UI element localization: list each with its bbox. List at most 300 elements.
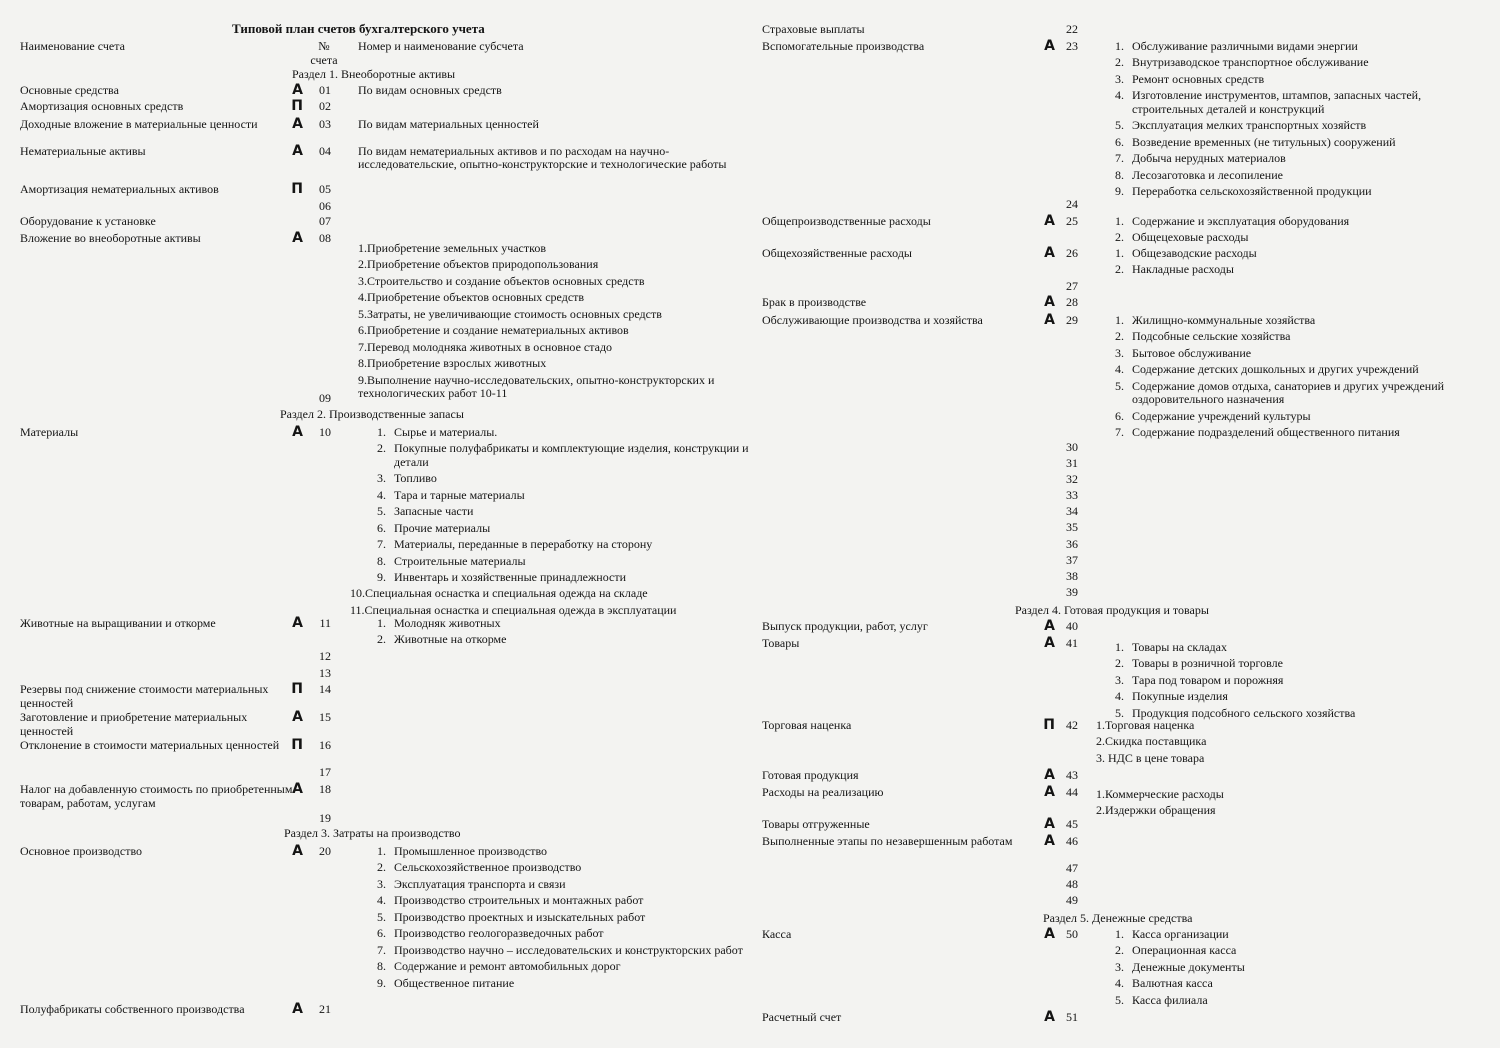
subaccount-item: 1.Коммерческие расходы xyxy=(1096,787,1224,801)
subaccount-text: Товары в розничной торговле xyxy=(1132,656,1283,671)
handwritten-mark: А xyxy=(1044,833,1055,849)
subaccount-text: Запасные части xyxy=(394,504,474,519)
subaccount-text: Тара и тарные материалы xyxy=(394,487,525,502)
account-number: 25 xyxy=(1066,214,1078,228)
subaccount-index: 7. xyxy=(1115,151,1124,166)
subaccount-item xyxy=(356,878,758,891)
page-title: Типовой план счетов бухгалтерского учета xyxy=(232,21,485,36)
subaccount-text: Производство научно – исследовательских и конструкторских работ xyxy=(394,942,743,957)
account-number: 24 xyxy=(1066,197,1078,211)
subaccount-text: Переработка сельскохозяйственной продукции xyxy=(1132,183,1372,198)
account-name: Животные на выращивании и откорме xyxy=(20,616,216,630)
header-account-name: Наименование счета xyxy=(20,39,125,53)
subaccount-item xyxy=(1094,89,1486,116)
subaccount-index: 3. xyxy=(1115,345,1124,360)
section-heading: Раздел 2. Производственные запасы xyxy=(280,407,464,421)
subaccount-text: Производство геологоразведочных работ xyxy=(394,926,604,941)
subaccount-text: Покупные изделия xyxy=(1132,689,1228,704)
subaccount-item xyxy=(1094,928,1486,941)
subaccount-item xyxy=(1094,690,1486,703)
subaccount-index: 8. xyxy=(377,553,386,568)
subaccount-list xyxy=(1094,928,1486,1010)
subaccount-item: 7.Перевод молодняка животных в основное стадо xyxy=(358,339,613,354)
account-number: 34 xyxy=(1066,504,1078,518)
subaccount-item xyxy=(356,977,758,990)
subaccount-item: По видам основных средств xyxy=(358,83,502,97)
account-number: 06 xyxy=(319,199,331,213)
subaccount-text: Лесозаготовка и лесопиление xyxy=(1132,167,1283,182)
account-number: 16 xyxy=(319,738,331,752)
subaccount-item xyxy=(1094,40,1486,53)
subaccount-text: Жилищно-коммунальные хозяйства xyxy=(1132,313,1316,327)
subaccount-item xyxy=(1094,380,1486,407)
subaccount-index: 1. xyxy=(1115,313,1124,327)
subaccount-item xyxy=(1094,119,1486,132)
account-number: 27 xyxy=(1066,279,1078,293)
subaccount-item xyxy=(356,426,758,439)
subaccount-text: Содержание детских дошкольных и других учреждений xyxy=(1132,362,1419,377)
subaccount-item xyxy=(356,472,758,485)
handwritten-mark: А xyxy=(1044,816,1055,832)
subaccount-index: 9. xyxy=(377,569,386,584)
account-number: 10 xyxy=(319,425,331,439)
subaccount-text: Изготовление инструментов, штампов, запасных частей, строительных деталей и конструкций xyxy=(1132,88,1422,116)
section-heading: Раздел 3. Затраты на производство xyxy=(284,826,461,840)
account-number: 30 xyxy=(1066,440,1078,454)
handwritten-mark: А xyxy=(1044,784,1055,800)
subaccount-text: Подсобные сельские хозяйства xyxy=(1132,329,1291,344)
account-number: 11 xyxy=(319,616,331,630)
account-number: 21 xyxy=(319,1002,331,1016)
subaccount-item xyxy=(1094,56,1486,69)
subaccount-index: 6. xyxy=(1115,408,1124,423)
subaccount-index: 1. xyxy=(1115,246,1124,260)
subaccount-text: Эксплуатация транспорта и связи xyxy=(394,876,566,891)
account-name: Амортизация нематериальных активов xyxy=(20,182,219,196)
account-name: Обслуживающие производства и хозяйства xyxy=(762,313,983,327)
account-number: 41 xyxy=(1066,636,1078,650)
handwritten-mark: П xyxy=(291,737,303,753)
subaccount-index: 4. xyxy=(1115,976,1124,991)
subaccount-item xyxy=(1094,961,1486,974)
account-number: 48 xyxy=(1066,877,1078,891)
subaccount-text: Промышленное производство xyxy=(394,844,548,858)
subaccount-index: 7. xyxy=(377,942,386,957)
handwritten-mark: А xyxy=(1044,312,1055,328)
handwritten-mark: А xyxy=(292,143,303,159)
subaccount-text: Строительные материалы xyxy=(394,553,526,568)
account-name: Расходы на реализацию xyxy=(762,785,884,799)
subaccount-text: Ремонт основных средств xyxy=(1132,71,1265,86)
subaccount-index: 7. xyxy=(377,537,386,552)
subaccount-index: 1. xyxy=(1115,39,1124,53)
subaccount-item xyxy=(1094,657,1486,670)
subaccount-item xyxy=(1094,152,1486,165)
account-name: Общехозяйственные расходы xyxy=(762,246,912,260)
subaccount-text: 10.Специальная оснастка и специальная одежда на складе xyxy=(350,586,648,601)
subaccount-item xyxy=(356,555,758,568)
account-name: Брак в производстве xyxy=(762,295,867,309)
subaccount-index: 2. xyxy=(1115,329,1124,344)
account-number: 18 xyxy=(319,782,331,796)
subaccount-item xyxy=(1094,263,1486,276)
subaccount-list xyxy=(358,145,758,175)
account-name: Товары xyxy=(762,636,800,650)
subaccount-item xyxy=(1094,136,1486,149)
handwritten-mark: П xyxy=(291,98,303,114)
subaccount-item xyxy=(1094,169,1486,182)
subaccount-index: 8. xyxy=(377,959,386,974)
subaccount-index: 2. xyxy=(1115,943,1124,958)
handwritten-mark: А xyxy=(292,116,303,132)
account-number: 35 xyxy=(1066,520,1078,534)
handwritten-mark: А xyxy=(1044,618,1055,634)
subaccount-text: Тара под товаром и порожняя xyxy=(1132,672,1284,687)
handwritten-mark: П xyxy=(1043,717,1055,733)
subaccount-text: Общезаводские расходы xyxy=(1132,246,1257,260)
subaccount-item: 4.Приобретение объектов основных средств xyxy=(358,290,585,305)
account-name: Амортизация основных средств xyxy=(20,99,184,113)
subaccount-item xyxy=(1094,363,1486,376)
account-number: 05 xyxy=(319,182,331,196)
subaccount-text: 11.Специальная оснастка и специальная одежда в эксплуатации xyxy=(350,602,677,617)
account-number: 04 xyxy=(319,144,331,158)
subaccount-item xyxy=(1094,641,1486,654)
handwritten-mark: А xyxy=(1044,294,1055,310)
subaccount-text: Содержание домов отдыха, санаториев и других учреждений оздоровительного назначения xyxy=(1132,378,1445,407)
account-number: 15 xyxy=(319,710,331,724)
subaccount-item: 2.Издержки обращения xyxy=(1096,803,1216,818)
header-account-number: № счета xyxy=(310,39,338,67)
subaccount-item xyxy=(350,587,758,600)
subaccount-index: 5. xyxy=(1115,118,1124,133)
subaccount-list xyxy=(1094,40,1486,201)
account-number: 12 xyxy=(319,649,331,663)
subaccount-item: 2.Приобретение объектов природопользования xyxy=(358,257,599,272)
subaccount-item xyxy=(356,489,758,502)
subaccount-text: Общецеховые расходы xyxy=(1132,230,1249,245)
account-name: Полуфабрикаты собственного производства xyxy=(20,1002,245,1016)
account-number: 37 xyxy=(1066,553,1078,567)
subaccount-text: Товары на складах xyxy=(1132,640,1227,654)
account-number: 44 xyxy=(1066,785,1078,799)
subaccount-list xyxy=(1094,314,1486,443)
account-number: 32 xyxy=(1066,472,1078,486)
subaccount-index: 5. xyxy=(1115,992,1124,1007)
account-name: Оборудование к установке xyxy=(20,214,156,228)
subaccount-list xyxy=(356,617,758,650)
subaccount-index: 3. xyxy=(1115,71,1124,86)
subaccount-item xyxy=(1094,674,1486,687)
account-name: Основные средства xyxy=(20,83,119,97)
subaccount-text: Инвентарь и хозяйственные принадлежности xyxy=(394,569,627,584)
subaccount-item xyxy=(1094,330,1486,343)
account-name: Налог на добавленную стоимость по приобретенным товарам, работам, услугам xyxy=(20,782,293,810)
account-number: 26 xyxy=(1066,246,1078,260)
subaccount-index: 5. xyxy=(377,504,386,519)
subaccount-item: 1.Приобретение земельных участков xyxy=(358,241,547,255)
account-name: Страховые выплаты xyxy=(762,22,865,36)
subaccount-index: 3. xyxy=(1115,672,1124,687)
account-number: 14 xyxy=(319,682,331,696)
subaccount-list xyxy=(1094,247,1486,280)
account-number: 08 xyxy=(319,231,331,245)
account-number: 20 xyxy=(319,844,331,858)
subaccount-index: 2. xyxy=(377,632,386,647)
account-number: 45 xyxy=(1066,817,1078,831)
subaccount-text: Производство проектных и изыскательных работ xyxy=(394,909,646,924)
account-number: 40 xyxy=(1066,619,1078,633)
account-name: Резервы под снижение стоимости материальных ценностей xyxy=(20,682,269,710)
subaccount-item: 6.Приобретение и создание нематериальных активов xyxy=(358,323,629,338)
subaccount-item xyxy=(356,505,758,518)
account-number: 46 xyxy=(1066,834,1078,848)
subaccount-item xyxy=(1094,185,1486,198)
account-name: Вложение во внеоборотные активы xyxy=(20,231,201,245)
subaccount-text: Возведение временных (не титульных) сооружений xyxy=(1132,134,1396,149)
subaccount-item xyxy=(356,538,758,551)
subaccount-text: Содержание и эксплуатация оборудования xyxy=(1132,214,1350,228)
subaccount-list xyxy=(1094,641,1486,723)
handwritten-mark: А xyxy=(292,1001,303,1017)
account-name: Основное производство xyxy=(20,844,143,858)
subaccount-item xyxy=(1094,994,1486,1007)
subaccount-item: По видам нематериальных активов и по расходам на научно-исследовательские, опытно-конструкторские и технологические работы xyxy=(358,144,727,172)
subaccount-index: 1. xyxy=(377,844,386,858)
subaccount-index: 4. xyxy=(377,893,386,908)
subaccount-index: 5. xyxy=(1115,705,1124,720)
subaccount-list xyxy=(358,118,758,134)
subaccount-item xyxy=(356,894,758,907)
subaccount-text: Валютная касса xyxy=(1132,976,1213,991)
subaccount-list xyxy=(358,84,758,100)
subaccount-index: 7. xyxy=(1115,425,1124,440)
subaccount-index: 4. xyxy=(1115,88,1124,103)
account-number: 39 xyxy=(1066,585,1078,599)
subaccount-index: 2. xyxy=(1115,262,1124,277)
subaccount-list xyxy=(1096,719,1486,768)
handwritten-mark: А xyxy=(1044,245,1055,261)
account-number: 51 xyxy=(1066,1010,1078,1024)
subaccount-index: 1. xyxy=(1115,927,1124,941)
handwritten-mark: А xyxy=(292,781,303,797)
account-name: Расчетный счет xyxy=(762,1010,842,1024)
subaccount-index: 2. xyxy=(377,441,386,456)
account-number: 49 xyxy=(1066,893,1078,907)
account-name: Касса xyxy=(762,927,792,941)
subaccount-text: Топливо xyxy=(394,471,437,486)
handwritten-mark: А xyxy=(292,709,303,725)
subaccount-item xyxy=(1094,944,1486,957)
subaccount-item: 3. НДС в цене товара xyxy=(1096,750,1205,765)
subaccount-item xyxy=(356,571,758,584)
subaccount-index: 2. xyxy=(1115,230,1124,245)
header-subaccount: Номер и наименование субсчета xyxy=(358,39,524,53)
subaccount-index: 1. xyxy=(377,616,386,630)
account-name: Готовая продукция xyxy=(762,768,859,782)
subaccount-index: 3. xyxy=(1115,959,1124,974)
handwritten-mark: А xyxy=(1044,213,1055,229)
account-number: 43 xyxy=(1066,768,1078,782)
subaccount-item: 8.Приобретение взрослых животных xyxy=(358,356,547,371)
subaccount-text: Сельскохозяйственное производство xyxy=(394,860,582,875)
account-number: 22 xyxy=(1066,22,1078,36)
subaccount-index: 5. xyxy=(377,909,386,924)
subaccount-item xyxy=(1094,977,1486,990)
subaccount-item xyxy=(1094,426,1486,439)
subaccount-list xyxy=(1096,788,1486,821)
subaccount-item xyxy=(356,927,758,940)
subaccount-text: Накладные расходы xyxy=(1132,262,1234,277)
account-number: 02 xyxy=(319,99,331,113)
subaccount-index: 6. xyxy=(1115,134,1124,149)
account-number: 19 xyxy=(319,811,331,825)
subaccount-index: 2. xyxy=(1115,656,1124,671)
subaccount-index: 4. xyxy=(1115,362,1124,377)
account-number: 50 xyxy=(1066,927,1078,941)
subaccount-item xyxy=(356,633,758,646)
account-name: Выполненные этапы по незавершенным работам xyxy=(762,834,1013,848)
subaccount-index: 6. xyxy=(377,926,386,941)
subaccount-item xyxy=(356,442,758,469)
account-name: Общепроизводственные расходы xyxy=(762,214,931,228)
account-number: 31 xyxy=(1066,456,1078,470)
subaccount-index: 4. xyxy=(1115,689,1124,704)
subaccount-text: Животные на откорме xyxy=(394,632,507,647)
section-heading: Раздел 1. Внеоборотные активы xyxy=(292,67,456,81)
subaccount-index: 9. xyxy=(1115,183,1124,198)
handwritten-mark: А xyxy=(292,424,303,440)
account-number: 09 xyxy=(319,391,331,405)
subaccount-text: Содержание подразделений общественного питания xyxy=(1132,425,1400,440)
subaccount-item xyxy=(1094,73,1486,86)
subaccount-text: Обслуживание различными видами энергии xyxy=(1132,39,1358,53)
handwritten-mark: А xyxy=(1044,1009,1055,1025)
account-number: 23 xyxy=(1066,39,1078,53)
subaccount-item xyxy=(1094,247,1486,260)
subaccount-index: 1. xyxy=(377,425,386,439)
account-name: Заготовление и приобретение материальных ценностей xyxy=(20,710,248,738)
subaccount-list xyxy=(1094,215,1486,248)
subaccount-item: 1.Торговая наценка xyxy=(1096,718,1195,732)
subaccount-text: Эксплуатация мелких транспортных хозяйств xyxy=(1132,118,1367,133)
subaccount-index: 1. xyxy=(1115,640,1124,654)
subaccount-index: 3. xyxy=(377,876,386,891)
subaccount-text: Бытовое обслуживание xyxy=(1132,345,1252,360)
handwritten-mark: А xyxy=(1044,767,1055,783)
subaccount-text: Общественное питание xyxy=(394,975,515,990)
account-number: 36 xyxy=(1066,537,1078,551)
subaccount-item xyxy=(356,617,758,630)
subaccount-text: Производство строительных и монтажных работ xyxy=(394,893,644,908)
section-heading: Раздел 4. Готовая продукция и товары xyxy=(1015,603,1209,617)
subaccount-text: Содержание учреждений культуры xyxy=(1132,408,1311,423)
subaccount-text: Молодняк животных xyxy=(394,616,501,630)
subaccount-item xyxy=(1094,314,1486,327)
account-number: 29 xyxy=(1066,313,1078,327)
subaccount-item xyxy=(356,944,758,957)
account-name: Материалы xyxy=(20,425,79,439)
subaccount-index: 1. xyxy=(1115,214,1124,228)
account-number: 28 xyxy=(1066,295,1078,309)
account-number: 13 xyxy=(319,666,331,680)
subaccount-item: 3.Строительство и создание объектов основных средств xyxy=(358,273,645,288)
subaccount-text: Сырье и материалы. xyxy=(394,425,498,439)
account-name: Товары отгруженные xyxy=(762,817,870,831)
subaccount-index: 2. xyxy=(1115,55,1124,70)
subaccount-text: Касса филиала xyxy=(1132,992,1208,1007)
subaccount-item xyxy=(356,522,758,535)
subaccount-index: 4. xyxy=(377,487,386,502)
account-name: Доходные вложение в материальные ценности xyxy=(20,117,258,131)
account-number: 38 xyxy=(1066,569,1078,583)
subaccount-text: Покупные полуфабрикаты и комплектующие изделия, конструкции и детали xyxy=(394,441,749,469)
handwritten-mark: А xyxy=(1044,635,1055,651)
handwritten-mark: А xyxy=(1044,38,1055,54)
account-number: 47 xyxy=(1066,861,1078,875)
subaccount-index: 8. xyxy=(1115,167,1124,182)
subaccount-item xyxy=(1094,215,1486,228)
section-heading: Раздел 5. Денежные средства xyxy=(1043,911,1193,925)
account-number: 42 xyxy=(1066,718,1078,732)
handwritten-mark: А xyxy=(292,843,303,859)
handwritten-mark: П xyxy=(291,181,303,197)
subaccount-list xyxy=(350,425,758,620)
subaccount-item: По видам материальных ценностей xyxy=(358,117,539,131)
subaccount-list xyxy=(356,845,758,993)
subaccount-text: Добыча нерудных материалов xyxy=(1132,151,1286,166)
subaccount-item xyxy=(1094,347,1486,360)
subaccount-text: Внутризаводское транспортное обслуживание xyxy=(1132,55,1369,70)
subaccount-item: 9.Выполнение научно-исследовательских, опытно-конструкторских и технологических работ 10-11 xyxy=(358,372,715,400)
account-name: Торговая наценка xyxy=(762,718,852,732)
subaccount-item: 2.Скидка поставщика xyxy=(1096,734,1207,749)
subaccount-text: Материалы, переданные в переработку на сторону xyxy=(394,537,653,552)
subaccount-list xyxy=(358,242,758,403)
subaccount-item xyxy=(356,960,758,973)
account-number: 03 xyxy=(319,117,331,131)
handwritten-mark: А xyxy=(292,230,303,246)
handwritten-mark: А xyxy=(1044,926,1055,942)
subaccount-item xyxy=(356,911,758,924)
account-name: Выпуск продукции, работ, услуг xyxy=(762,619,928,633)
subaccount-index: 2. xyxy=(377,860,386,875)
subaccount-item: 5.Затраты, не увеличивающие стоимость основных средств xyxy=(358,306,662,321)
subaccount-text: Продукция подсобного сельского хозяйства xyxy=(1132,705,1356,720)
subaccount-index: 9. xyxy=(377,975,386,990)
subaccount-item xyxy=(356,845,758,858)
subaccount-index: 3. xyxy=(377,471,386,486)
account-number: 17 xyxy=(319,765,331,779)
handwritten-mark: П xyxy=(291,681,303,697)
account-number: 01 xyxy=(319,83,331,97)
account-number: 07 xyxy=(319,214,331,228)
handwritten-mark: А xyxy=(292,615,303,631)
account-name: Отклонение в стоимости материальных ценностей xyxy=(20,738,280,752)
subaccount-item xyxy=(356,861,758,874)
subaccount-text: Касса организации xyxy=(1132,927,1229,941)
subaccount-text: Денежные документы xyxy=(1132,959,1245,974)
subaccount-text: Прочие материалы xyxy=(394,520,491,535)
subaccount-item xyxy=(1094,410,1486,423)
account-number: 33 xyxy=(1066,488,1078,502)
subaccount-text: Содержание и ремонт автомобильных дорог xyxy=(394,959,621,974)
subaccount-index: 5. xyxy=(1115,378,1124,393)
account-name: Нематериальные активы xyxy=(20,144,146,158)
subaccount-item xyxy=(1094,231,1486,244)
account-name: Вспомогательные производства xyxy=(762,39,925,53)
handwritten-mark: А xyxy=(292,82,303,98)
